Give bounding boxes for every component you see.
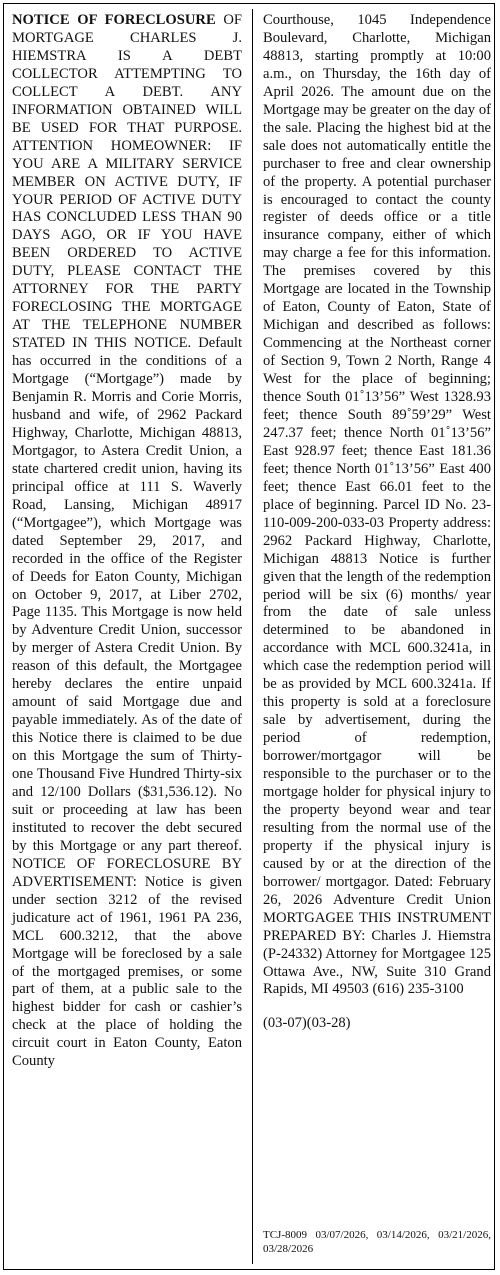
column-divider <box>252 9 253 1264</box>
notice-body-left: OF MORTGAGE CHARLES J. HIEMSTRA IS A DEBT COLLECTOR ATTEMPTING TO COLLECT A DEBT. ANY INFORMATION OBTAINED WILL BE USED FOR THAT PURPOSE. ATTENTION HOMEOWNER: IF YOU ARE A MILITARY SERVICE MEMBER ON ACTIVE DUTY, IF YOUR PERIOD OF ACTIVE DUTY HAS CONCLUDED LESS THAN 90 DAYS AGO, OR IF YOU HAVE BEEN ORDERED TO ACTIVE DUTY, PLEASE CONTACT THE ATTORNEY FOR THE PARTY FORECLOSING THE MORTGAGE AT THE TELEPHONE NUMBER STATED IN THIS NOTICE. Default has occurred in the conditions of a Mortgage (“Mortgage”) made by Benjamin R. Morris and Corie Morris, husband and wife, of 2962 Packard Highway, Charlotte, Michigan 48813, Mortgagor, to Astera Credit Union, a state chartered credit union, having its principal office at 111 S. Waverly Road, Lansing, Michigan 48917 (“Mortgagee”), which Mortgage was dated September 29, 2017, and recorded in the office of the Register of Deeds for Eaton County, Michigan on October 9, 2017, at Liber 2702, Page 1135. This Mortgage is now held by Adventure Credit Union, successor by merger of Astera Credit Union. By reason of this default, the Mortgagee hereby declares the entire unpaid amount of said Mortgage due and payable immediately. As of the date of this Notice there is claimed to be due on this Mortgage the sum of Thirty-one Thousand Five Hundred Thirty-six and 12/100 Dollars ($31,536.12). No suit or proceeding at law has been instituted to recover the debt secured by this Mortgage or any part thereof. NOTICE OF FORECLOSURE BY ADVERTISEMENT: Notice is given under section 3212 of the revised judicature act of 1961, 1961 PA 236, MCL 600.3212, that the above Mortgage will be foreclosed by a sale of the mortgaged premises, or some part of them, at a public sale to the highest bidder for cash or cashier’s check at the place of holding the circuit court in Eaton County, Eaton County <box>12 12 242 1070</box>
run-dates: (03-07)(03-28) <box>263 1015 351 1032</box>
legal-notice <box>3 3 495 1270</box>
notice-column-right <box>263 12 491 1033</box>
notice-paragraph-left <box>12 12 242 1071</box>
ad-reference-and-dates: TCJ-8009 03/07/2026, 03/14/2026, 03/21/2026, 03/28/2026 <box>263 1229 491 1255</box>
notice-column-left <box>12 12 242 1071</box>
notice-body-right: Courthouse, 1045 Independence Boulevard, Charlotte, Michigan 48813, starting promptly at 10:00 a.m., on Thursday, the 16th day of April 2026. The amount due on the Mortgage may be greater on the day of the sale. Placing the highest bid at the sale does not automatically entitle the purchaser to free and clear ownership of the property. A potential purchaser is encouraged to contact the county register of deeds office or a title insurance company, either of which may charge a fee for this information. The premises covered by this Mortgage are located in the Township of Eaton, County of Eaton, State of Michigan and described as follows: Commencing at the Northeast corner of Section 9, Town 2 North, Range 4 West for the place of beginning; thence South 01˚13’56” West 1328.93 feet; thence South 89˚59’29” West 247.37 feet; thence North 01˚13’56” East 928.97 feet; thence East 181.36 feet; thence North 01˚13’56” East 400 feet; thence East 66.01 feet to the place of beginning. Parcel ID No. 23-110-009-200-033-03 Property address: 2962 Packard Highway, Charlotte, Michigan 48813 Notice is further given that the length of the redemption period will be six (6) months/ year from the date of sale unless determined to be abandoned in accordance with MCL 600.3241a, in which case the redemption period will be as provided by MCL 600.3241a. If this property is sold at a foreclosure sale by advertisement, during the period of redemption, borrower/mortgagor will be responsible to the purchaser or to the mortgage holder for physical injury to the property beyond wear and tear resulting from the normal use of the property if the physical injury is caused by or at the direction of the borrower/ mortgagor. Dated: February 26, 2026 Adventure Credit Union MORTGAGEE THIS INSTRUMENT PREPARED BY: Charles J. Hiemstra (P-24332) Attorney for Mortgagee 125 Ottawa Ave., NW, Suite 310 Grand Rapids, MI 49503 (616) 235-3100 <box>263 12 491 998</box>
notice-title: NOTICE OF FORECLOSURE <box>12 12 216 28</box>
